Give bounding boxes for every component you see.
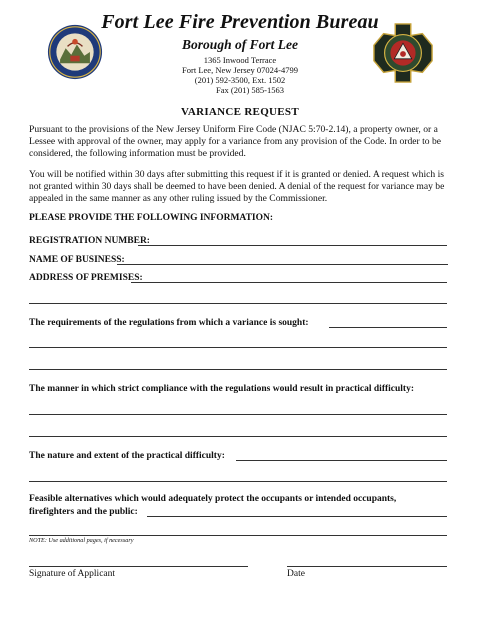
address-continuation-field[interactable] [29,303,447,304]
address-of-premises-label: ADDRESS OF PREMISES: [29,273,143,283]
requirements-label: The requirements of the regulations from which a variance is sought: [29,318,309,328]
date-field[interactable] [287,566,447,567]
fax-line: Fax (201) 585-1563 [216,85,284,95]
requirements-line-2[interactable] [29,347,447,348]
manner-line-1[interactable] [29,414,447,415]
signature-field[interactable] [29,566,248,567]
signature-label: Signature of Applicant [29,569,116,579]
name-of-business-label: NAME OF BUSINESS: [29,255,125,265]
date-label: Date [287,569,305,579]
instructions-heading: PLEASE PROVIDE THE FOLLOWING INFORMATION: [29,213,274,223]
document-title: VARIANCE REQUEST [181,106,299,118]
nature-line-2[interactable] [29,481,447,482]
address-line-2: Fort Lee, New Jersey 07024-4799 [182,65,298,75]
name-of-business-field[interactable] [117,264,448,265]
manner-label: The manner in which strict compliance with the regulations would result in practical difficulty: [29,384,415,394]
alternatives-line-2[interactable] [29,535,447,536]
requirements-field[interactable] [329,327,447,328]
borough-subtitle: Borough of Fort Lee [182,37,298,52]
requirements-line-3[interactable] [29,369,447,370]
registration-number-field[interactable] [138,245,447,246]
alternatives-label-line-1: Feasible alternatives which would adequately protect the occupants or intended occupants, [29,494,397,504]
alternatives-label-line-2: firefighters and the public: [29,507,138,517]
bureau-title: Fort Lee Fire Prevention Bureau [101,11,379,33]
manner-line-2[interactable] [29,436,447,437]
address-line-1: 1365 Inwood Terrace [203,55,277,65]
alternatives-field[interactable] [147,516,447,517]
phone-line: (201) 592-3500, Ext. 1502 [194,75,286,85]
nature-label: The nature and extent of the practical difficulty: [29,451,225,461]
notification-paragraph: You will be notified within 30 days after submitting this request if it is granted or denied. A request which is not granted within 30 days shall be deemed to have been denied. A denial of the request for variance may be appealed in the same manner as any other ruling issued by the Commissioner. [29,169,445,204]
additional-pages-note: NOTE: Use additional pages, if necessary [29,537,134,544]
registration-number-label: REGISTRATION NUMBER: [29,236,150,246]
intro-paragraph: Pursuant to the provisions of the New Jersey Uniform Fire Code (NJAC 5:70-2.14), a property owner, or a Lessee with approval of the owner, may apply for a variance from any provision of the Code. In order to be considered, the following information must be provided. [29,124,442,159]
address-of-premises-field[interactable] [131,282,447,283]
nature-field[interactable] [236,460,447,461]
